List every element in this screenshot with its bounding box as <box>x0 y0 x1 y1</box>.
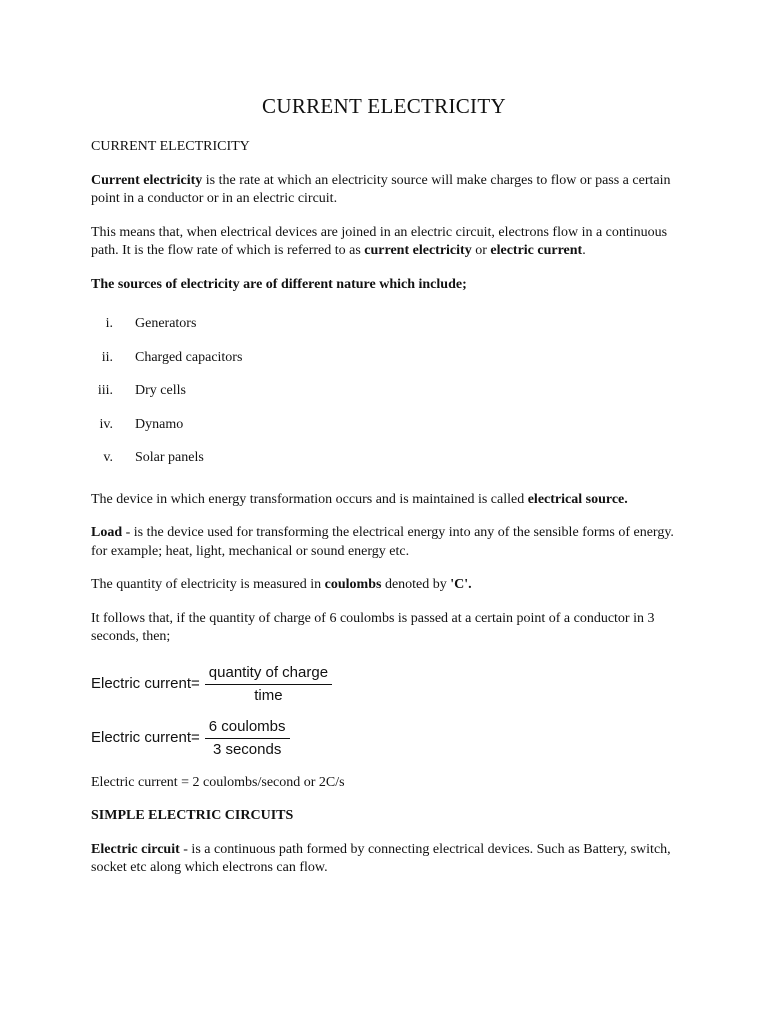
list-item <box>91 410 681 444</box>
formula-numerator: quantity of charge <box>205 664 332 686</box>
list-item-label: Generators <box>135 316 197 331</box>
list-item-label: Solar panels <box>135 450 204 465</box>
list-item-number: i. <box>105 316 113 331</box>
formula-definition <box>91 662 681 708</box>
list-item <box>91 443 681 477</box>
load-paragraph <box>91 524 681 561</box>
means-term-1: current electricity <box>364 243 472 258</box>
formula-denominator: time <box>254 687 283 704</box>
page-title: CURRENT ELECTRICITY <box>262 94 506 118</box>
document-body <box>91 138 681 893</box>
formula-lhs: Electric current= <box>91 675 200 693</box>
intro-text: is the rate at which an electricity source will make charges to flow or pass a certain point in a conductor or in an electric circuit. <box>91 172 671 206</box>
follows-paragraph: It follows that, if the quantity of charge of 6 coulombs is passed at a certain point of a conductor in 3 seconds, then; <box>91 610 655 644</box>
means-term-2: electric current <box>490 243 583 258</box>
means-paragraph <box>91 224 681 261</box>
sources-list <box>91 309 681 477</box>
formula-lhs: Electric current= <box>91 729 200 747</box>
list-item-number: v. <box>103 450 113 465</box>
list-item-label: Dynamo <box>135 416 184 432</box>
sources-heading <box>91 276 681 295</box>
formula-fraction <box>203 664 334 706</box>
list-item-number: ii. <box>101 349 113 365</box>
load-text: - is the device used for transforming the electrical energy into any of the sensible forms of energy. for example; heat, light, mechanical or sound energy etc. <box>91 525 674 559</box>
device-text: The device in which energy transformation occurs and is maintained is called <box>91 491 528 507</box>
section-heading: CURRENT ELECTRICITY <box>91 139 250 154</box>
circuit-term: Electric circuit <box>91 841 180 857</box>
formula-substitution <box>91 716 681 762</box>
circuits-heading-text: SIMPLE ELECTRIC CIRCUITS <box>91 808 294 823</box>
means-text-1: This means that, when electrical devices are joined in an electric circuit, electrons flow in a continuous path. It is the flow rate of which is referred to as <box>91 224 668 258</box>
circuit-paragraph <box>91 841 681 878</box>
device-paragraph <box>91 491 681 510</box>
means-text-2: or <box>471 243 491 258</box>
quantity-term-2: 'C'. <box>450 577 472 592</box>
quantity-paragraph <box>91 576 681 595</box>
quantity-text-1: The quantity of electricity is measured in <box>91 577 325 592</box>
circuits-heading <box>91 807 681 826</box>
load-term: Load <box>91 525 123 540</box>
circuit-text: - is a continuous path formed by connecting electrical devices. Such as Battery, switch, socket etc along which electrons can flow. <box>91 841 671 875</box>
list-item-number: iii. <box>97 383 113 398</box>
formula-denominator: 3 seconds <box>212 741 282 758</box>
means-text-3: . <box>582 243 586 258</box>
list-item-label: Charged capacitors <box>135 349 243 365</box>
list-item <box>91 309 681 343</box>
list-item <box>91 376 681 410</box>
quantity-text-2: denoted by <box>381 577 451 592</box>
result-paragraph: Electric current = 2 coulombs/second or 2C/s <box>91 774 345 790</box>
sources-heading-text: The sources of electricity are of different nature which include; <box>91 276 467 292</box>
quantity-term-1: coulombs <box>324 577 382 592</box>
list-item <box>91 343 681 377</box>
intro-paragraph <box>91 172 681 209</box>
list-item-label: Dry cells <box>135 383 186 398</box>
list-item-number: iv. <box>99 416 113 432</box>
device-term: electrical source. <box>527 491 628 507</box>
formula-fraction <box>203 718 292 760</box>
formula-numerator: 6 coulombs <box>205 718 290 740</box>
intro-term: Current electricity <box>91 172 203 188</box>
